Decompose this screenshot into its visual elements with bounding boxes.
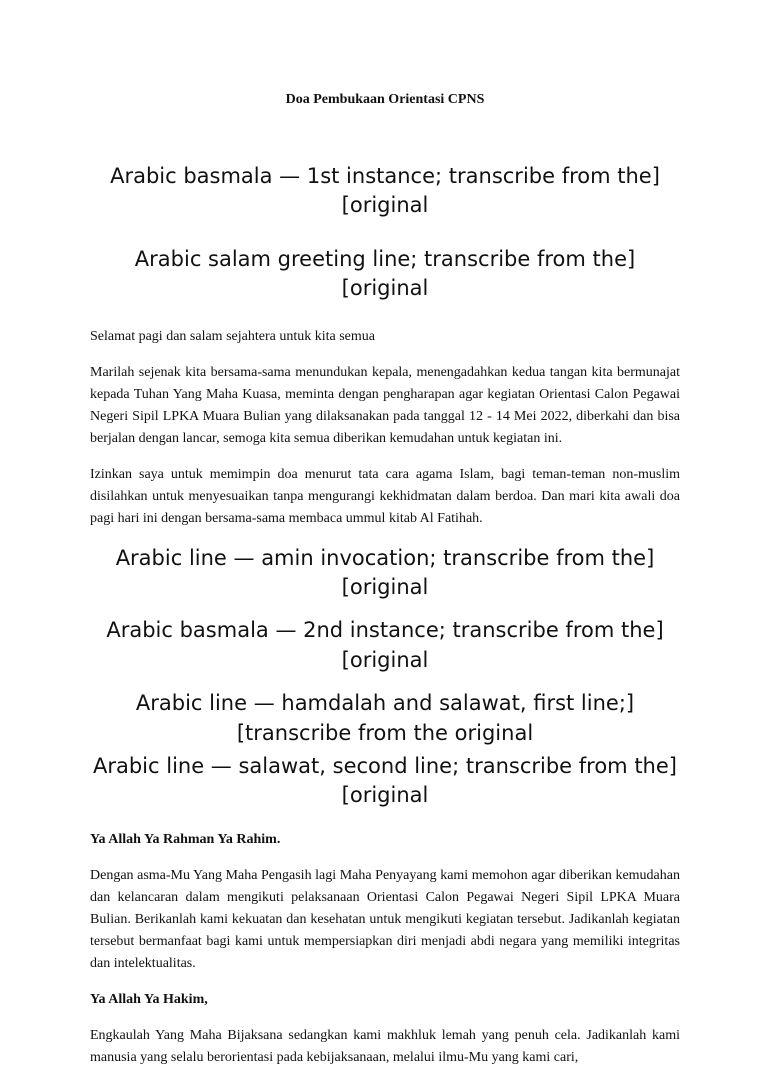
section-heading-hakim: Ya Allah Ya Hakim, [90, 991, 208, 1007]
arabic-bismillah-second: [Arabic basmala — 2nd instance; transcribe from the original] [106, 618, 664, 672]
paragraph-prayer-2: Engkaulah Yang Maha Bijaksana sedangkan kami makhluk lemah yang penuh cela. Jadikanlah kami manusia yang selalu berorientasi pada kebijaksanaan, melalui ilmu-Mu yang kami cari, [90, 1027, 680, 1065]
document-title: Doa Pembukaan Orientasi CPNS [285, 92, 485, 107]
arabic-hamd-line-2: [Arabic line — salawat, second line; transcribe from the original] [92, 753, 677, 808]
arabic-hamd-line-1: [Arabic line — hamdalah and salawat, first line; transcribe from the original] [135, 691, 635, 745]
greeting-paragraph: Selamat pagi dan salam sejahtera untuk kita semua [90, 328, 375, 344]
section-heading-rahman: Ya Allah Ya Rahman Ya Rahim. [90, 831, 281, 847]
arabic-bismillah: [Arabic basmala — 1st instance; transcribe from the original] [110, 164, 660, 218]
arabic-salam: [Arabic salam greeting line; transcribe from the original] [134, 246, 636, 301]
arabic-amin: [Arabic line — amin invocation; transcribe from the original] [115, 545, 655, 599]
paragraph-prayer-1: Dengan asma-Mu Yang Maha Pengasih lagi Maha Penyayang kami memohon agar diberikan kemudahan dan kelancaran dalam mengikuti pelaksanaan Orientasi Calon Pegawai Negeri Sipil LPKA Muara Bulian. Berikanlah kami kekuatan dan kesehatan untuk mengikuti kegiatan tersebut. Jadikanlah kegiatan tersebut bermanfaat bagi kami untuk mempersiapkan diri menjadi abdi negara yang memiliki integritas dan intelektualitas. [90, 867, 680, 971]
paragraph-intro: Marilah sejenak kita bersama-sama menundukan kepala, menengadahkan kedua tangan kita bermunajat kepada Tuhan Yang Maha Kuasa, meminta dengan pengharapan agar kegiatan Orientasi Calon Pegawai Negeri Sipil LPKA Muara Bulian yang dilaksanakan pada tanggal 12 - 14 Mei 2022, diberkahi dan bisa berjalan dengan lancar, semoga kita semua diberikan kemudahan untuk kegiatan ini. [90, 364, 680, 446]
paragraph-invitation: Izinkan saya untuk memimpin doa menurut tata cara agama Islam, bagi teman-teman non-muslim disilahkan untuk menyesuaikan tanpa mengurangi kekhidmatan dalam berdoa. Dan mari kita awali doa pagi hari ini dengan bersama-sama membaca ummul kitab Al Fatihah. [90, 466, 680, 526]
